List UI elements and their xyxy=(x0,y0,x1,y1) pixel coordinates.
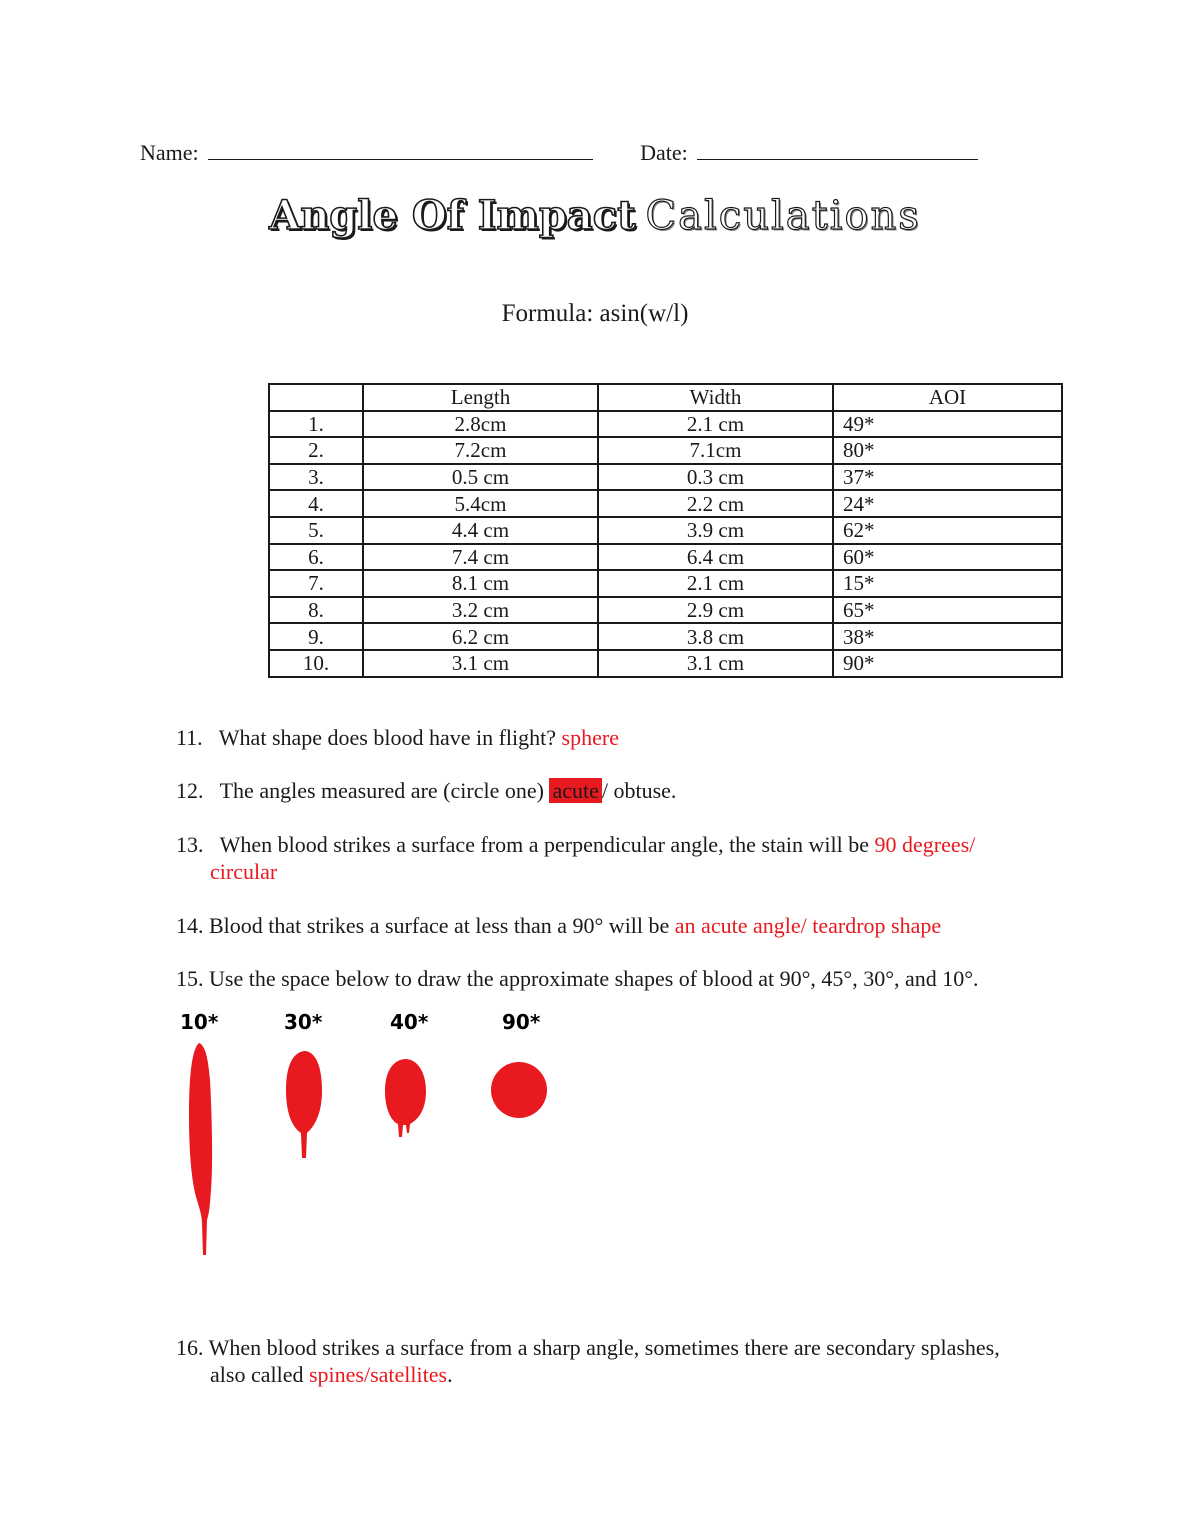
table-row xyxy=(269,623,1062,650)
table-row xyxy=(269,437,1062,464)
row-index-cell: 8. xyxy=(269,597,363,624)
width-cell: 2.1 cm xyxy=(598,411,833,438)
answer-text: spines/satellites xyxy=(308,1362,448,1387)
question-number: 12. xyxy=(176,778,204,803)
width-cell: 3.8 cm xyxy=(598,623,833,650)
length-cell: 3.1 cm xyxy=(363,650,598,677)
question-15 xyxy=(176,965,1096,992)
question-number: 14. xyxy=(176,913,204,938)
title-part-1: Angle Of Impact xyxy=(269,192,636,239)
row-index-cell: 3. xyxy=(269,464,363,491)
length-cell: 0.5 cm xyxy=(363,464,598,491)
date-label: Date: xyxy=(640,140,688,165)
question-text: Use the space below to draw the approximate shapes of blood at 90°, 45°, 30°, and 10°. xyxy=(209,966,979,991)
row-index-cell: 5. xyxy=(269,517,363,544)
question-end: . xyxy=(447,1362,453,1387)
stain-label-30: 30* xyxy=(284,1010,323,1034)
length-cell: 4.4 cm xyxy=(363,517,598,544)
aoi-cell: 80* xyxy=(833,437,1062,464)
stain-30-degree xyxy=(286,1051,322,1158)
header-cell-index xyxy=(269,384,363,411)
aoi-cell: 65* xyxy=(833,597,1062,624)
aoi-cell: 38* xyxy=(833,623,1062,650)
answer-text: 90 degrees/ xyxy=(874,832,976,857)
row-index-cell: 7. xyxy=(269,570,363,597)
answer-text: an acute angle/ teardrop shape xyxy=(674,913,942,938)
aoi-cell: 15* xyxy=(833,570,1062,597)
table-row xyxy=(269,544,1062,571)
row-index-cell: 10. xyxy=(269,650,363,677)
question-12 xyxy=(176,777,1076,804)
row-index-cell: 6. xyxy=(269,544,363,571)
aoi-cell: 49* xyxy=(833,411,1062,438)
table-row xyxy=(269,490,1062,517)
aoi-cell: 62* xyxy=(833,517,1062,544)
answer-text-continued: circular xyxy=(210,859,278,884)
formula: Formula: asin(w/l) xyxy=(501,300,689,327)
table-row xyxy=(269,517,1062,544)
header-cell-width: Width xyxy=(598,384,833,411)
length-cell: 7.2cm xyxy=(363,437,598,464)
aoi-cell: 37* xyxy=(833,464,1062,491)
width-cell: 7.1cm xyxy=(598,437,833,464)
stain-90-degree xyxy=(491,1062,547,1118)
stain-label-90: 90* xyxy=(502,1010,541,1034)
name-label: Name: xyxy=(140,140,199,165)
date-field[interactable] xyxy=(697,141,978,160)
width-cell: 3.1 cm xyxy=(598,650,833,677)
question-16 xyxy=(176,1334,1096,1388)
question-13 xyxy=(176,831,1076,885)
question-rest: / obtuse. xyxy=(601,778,677,803)
stain-40-degree xyxy=(385,1059,426,1137)
question-number: 11. xyxy=(176,725,203,750)
aoi-cell: 90* xyxy=(833,650,1062,677)
question-14 xyxy=(176,912,1076,939)
stain-label-10: 10* xyxy=(180,1010,219,1034)
header-cell-aoi: AOI xyxy=(833,384,1062,411)
aoi-cell: 24* xyxy=(833,490,1062,517)
length-cell: 6.2 cm xyxy=(363,623,598,650)
stain-10-degree xyxy=(189,1043,212,1255)
table-row xyxy=(269,570,1062,597)
length-cell: 7.4 cm xyxy=(363,544,598,571)
question-text-2: also called xyxy=(210,1362,304,1387)
table-row xyxy=(269,464,1062,491)
table-row xyxy=(269,597,1062,624)
width-cell: 2.2 cm xyxy=(598,490,833,517)
answer-highlight: acute xyxy=(549,778,601,803)
width-cell: 2.9 cm xyxy=(598,597,833,624)
aoi-cell: 60* xyxy=(833,544,1062,571)
header-cell-length: Length xyxy=(363,384,598,411)
question-text: What shape does blood have in flight? xyxy=(218,725,557,750)
width-cell: 2.1 cm xyxy=(598,570,833,597)
length-cell: 8.1 cm xyxy=(363,570,598,597)
blood-stain-drawings xyxy=(170,1005,570,1270)
name-field[interactable] xyxy=(208,141,593,160)
question-text: When blood strikes a surface from a perpendicular angle, the stain will be xyxy=(219,832,869,857)
header-line xyxy=(140,140,978,166)
question-text: Blood that strikes a surface at less than a 90° will be xyxy=(209,913,670,938)
length-cell: 5.4cm xyxy=(363,490,598,517)
page-title xyxy=(0,192,1190,239)
table-header-row xyxy=(269,384,1062,411)
length-cell: 3.2 cm xyxy=(363,597,598,624)
row-index-cell: 2. xyxy=(269,437,363,464)
question-text-continued xyxy=(176,1361,1096,1388)
row-index-cell: 9. xyxy=(269,623,363,650)
answer-text: sphere xyxy=(561,725,619,750)
question-number: 15. xyxy=(176,966,204,991)
stain-label-40: 40* xyxy=(390,1010,429,1034)
aoi-table xyxy=(268,383,1063,678)
question-number: 16. xyxy=(176,1335,204,1360)
width-cell: 0.3 cm xyxy=(598,464,833,491)
question-number: 13. xyxy=(176,832,204,857)
table-row xyxy=(269,411,1062,438)
width-cell: 3.9 cm xyxy=(598,517,833,544)
question-11 xyxy=(176,724,1076,751)
question-text: The angles measured are (circle one) xyxy=(219,778,544,803)
table-row xyxy=(269,650,1062,677)
row-index-cell: 1. xyxy=(269,411,363,438)
length-cell: 2.8cm xyxy=(363,411,598,438)
width-cell: 6.4 cm xyxy=(598,544,833,571)
title-part-2: Calculations xyxy=(645,193,921,239)
question-text: When blood strikes a surface from a sharp angle, sometimes there are secondary splashes, xyxy=(208,1335,1000,1360)
row-index-cell: 4. xyxy=(269,490,363,517)
